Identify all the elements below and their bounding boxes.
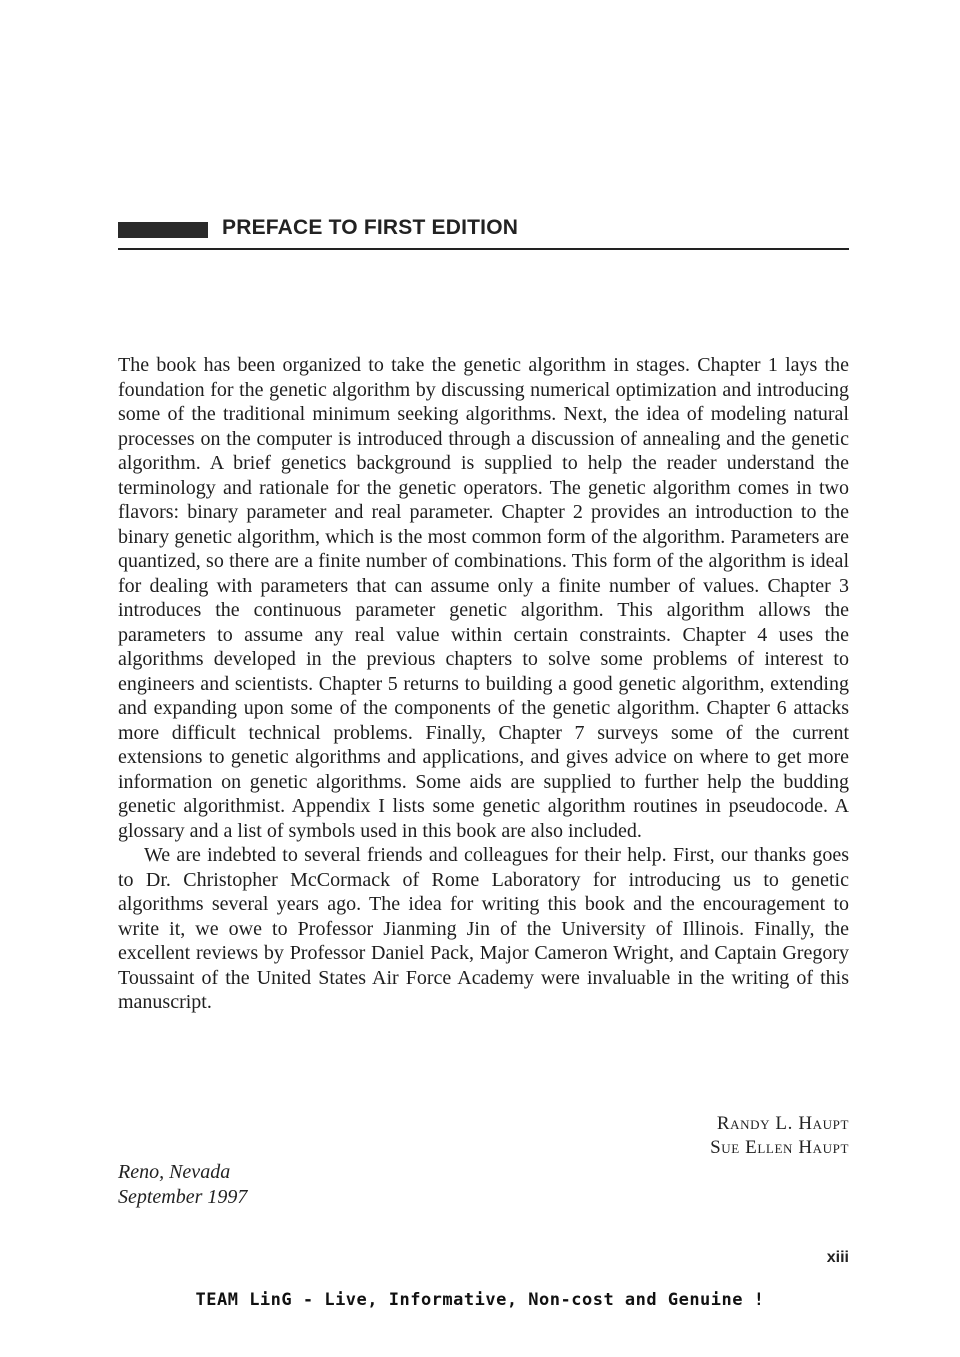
page-title: PREFACE TO FIRST EDITION — [222, 216, 519, 239]
paragraph-chapters-overview: The book has been organized to take the genetic algorithm in stages. Chapter 1 lays the foundation for the genetic algorithm by discussing numerical optimization and introducing some of the traditional minimum seeking algorithms. Next, the idea of modeling natural processes on the computer is introduced through a discussion of annealing and the genetic algorithm. A brief genetics background is supplied to help the reader understand the terminology and rationale for the genetic operators. The genetic algorithm comes in two flavors: binary parameter and real parameter. Chapter 2 provides an introduction to the binary genetic algorithm, which is the most common form of the algorithm. Parameters are quantized, so there are a finite number of combinations. This form of the algorithm is ideal for dealing with parameters that can assume only a finite number of values. Chapter 3 introduces the continuous parameter genetic algorithm. This algorithm allows the parameters to assume any real value within certain constraints. Chapter 4 uses the algorithms developed in the previous chapters to solve some problems of interest to engineers and scientists. Chapter 5 returns to building a good genetic algorithm, extending and expanding upon some of the components of the genetic algorithm. Chapter 6 attacks more difficult technical problems. Finally, Chapter 7 surveys some of the current extensions to genetic algorithms and applications, and gives advice on where to get more information on genetic algorithms. Some aids are supplied to further help the budding genetic algorithmist. Appendix I lists some genetic algorithm routines in pseudocode. A glossary and a list of symbols used in this book are also included. — [118, 354, 849, 842]
place-and-date — [118, 1160, 247, 1209]
author-name: Randy L. Haupt — [716, 1113, 849, 1134]
author-signature — [710, 1112, 849, 1160]
page-number: xiii — [826, 1249, 849, 1266]
preface-body — [118, 353, 849, 1015]
heading-decorative-bar — [118, 222, 208, 238]
heading-rule — [118, 248, 849, 250]
paragraph-acknowledgements: We are indebted to several friends and colleagues for their help. First, our thanks goes to Dr. Christopher McCormack of Rome Laboratory for introducing us to genetic algorithms several years ago. The idea for writing this book and the encouragement to write it, we owe to Professor Jianming Jin of the University of Illinois. Finally, the excellent reviews by Professor Daniel Pack, Major Cameron Wright, and Captain Gregory Toussaint of the United States Air Force Academy were invaluable in the writing of this manuscript. — [118, 844, 849, 1013]
author-name: Sue Ellen Haupt — [710, 1137, 849, 1158]
footer-banner: TEAM LinG - Live, Informative, Non-cost and Genuine ! — [195, 1290, 765, 1310]
date: September 1997 — [118, 1185, 248, 1208]
location: Reno, Nevada — [118, 1161, 231, 1183]
